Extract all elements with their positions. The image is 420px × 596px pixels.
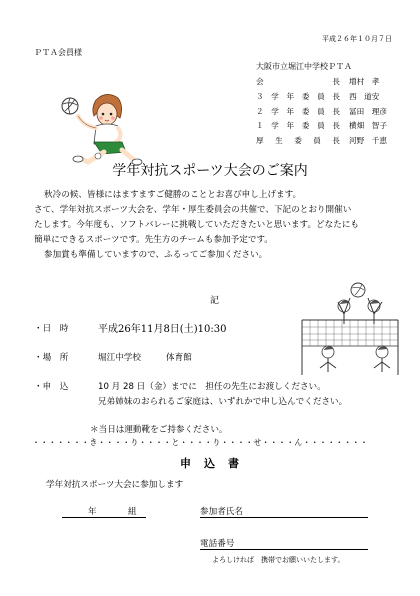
officer-role: 厚生委員長 — [256, 136, 340, 145]
apply-deadline: 10 月 28 日（金）までに 担任の先生にお渡しください。 — [98, 382, 326, 392]
body-line: さて、学年対抗スポーツ大会を、学年・厚生委員会の共催で、下記のとおり開催い — [34, 205, 352, 215]
volleyball-team-illustration — [300, 280, 400, 378]
officer-role: ２学年委員長 — [256, 107, 340, 116]
apply-label: ・申 込 — [34, 382, 69, 392]
form-heading: 申 込 書 — [180, 457, 240, 470]
organization-name: 大阪市立堀江中学校ＰＴＡ — [256, 62, 352, 71]
date-label: ・日 時 — [34, 324, 69, 334]
place-label: ・場 所 — [34, 353, 69, 363]
addressee: ＰＴＡ会員様 — [34, 48, 82, 57]
page-title: 学年対抗スポーツ大会のご案内 — [112, 163, 308, 179]
class-label: 組 — [128, 507, 137, 517]
officer-row — [0, 76, 420, 88]
officer-role: ３学年委員長 — [256, 92, 340, 101]
volleyball-player-illustration — [58, 92, 144, 170]
ki-heading: 記 — [210, 296, 220, 306]
phone-label: 電話番号 — [200, 539, 235, 549]
body-line: たします。今年度も、ソフトバレーに挑戦していただきたいと思います。どなたにも — [34, 220, 360, 230]
participant-name-label: 参加者氏名 — [200, 507, 243, 517]
participation-statement: 学年対抗スポーツ大会に参加します — [46, 480, 184, 490]
event-date-value: 平成26年11月8日(土)10:30 — [98, 324, 227, 335]
officer-role: 会 長 — [256, 77, 340, 86]
body-line: 秋冷の候、皆様にはますますご健勝のこととお喜び申し上げます。 — [44, 190, 302, 200]
officer-name: 横畑 智子 — [349, 121, 387, 130]
officer-name: 冨田 理彦 — [349, 107, 387, 116]
body-line: 参加賞も準備していますので、ふるってご参加ください。 — [44, 250, 268, 260]
phone-note: よろしければ 携帯でお願いいたします。 — [212, 556, 345, 564]
officer-name: 西 道安 — [349, 92, 380, 101]
phone-number-line[interactable] — [200, 549, 368, 550]
apply-sibling-note: 兄弟姉妹のおられるご家庭は、いずれかで申し込んでください。 — [98, 397, 348, 407]
shoes-note: ＊当日は運動靴をご持参ください。 — [90, 425, 228, 435]
officer-role: １学年委員長 — [256, 121, 340, 130]
place-school: 堀江中学校 — [98, 353, 141, 363]
body-line: 簡単にできるスポーツです。先生方のチームも参加予定です。 — [34, 235, 273, 245]
participant-name-line[interactable] — [200, 517, 368, 518]
document-date: 平成２６年１０月７日 — [322, 35, 392, 43]
place-hall: 体育館 — [166, 353, 192, 363]
officer-name: 増村 孝 — [349, 77, 380, 86]
grade-class-line[interactable] — [62, 517, 146, 518]
officer-name: 河野 千恵 — [349, 136, 387, 145]
year-label: 年 — [88, 507, 97, 517]
cut-line: ・・・・・・・き・・・・り・・・・と・・・・り・・・・せ・・・・ん・・・・・・・・ — [32, 438, 369, 447]
